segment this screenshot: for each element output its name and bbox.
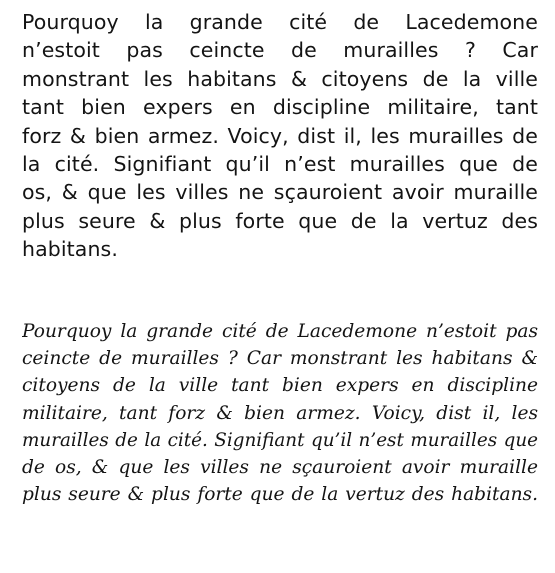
roman-line-3: monstrant les habitans & citoyens de la ville (22, 66, 538, 91)
roman-paragraph (22, 8, 538, 264)
roman-line-5: forz & bien armez. Voicy, dist il, les murailles de (22, 123, 538, 148)
italic-line-2: ceincte de murailles ? Car monstrant les habitans & (22, 347, 538, 369)
roman-line-4: tant bien expers en discipline militaire, tant (22, 95, 538, 120)
italic-line-1: Pourquoy la grande cité de Lacedemone n’estoit pas (22, 320, 538, 342)
roman-line-1: Pourquoy la grande cité de Lacedemone (22, 10, 538, 34)
roman-line-6: la cité. Signifiant qu’il n’est murailles que de (22, 152, 538, 177)
italic-line-6: de os, & que les villes ne sçauroient avoir muraille (22, 457, 538, 479)
italic-line-5: murailles de la cité. Signifiant qu’il n’est murailles que (22, 429, 538, 451)
document-body (22, 8, 538, 509)
italic-line-3: citoyens de la ville tant bien expers en discipline (22, 375, 538, 397)
roman-line-9: habitans. (22, 237, 118, 262)
italic-line-7: plus seure & plus forte que de la vertuz des habitans. (22, 484, 538, 506)
italic-paragraph (22, 318, 538, 509)
roman-line-7: os, & que les villes ne sçauroient avoir muraille (22, 180, 538, 205)
italic-line-4: militaire, tant forz & bien armez. Voicy, dist il, les (22, 402, 538, 424)
roman-line-2: n’estoit pas ceincte de murailles ? Car (22, 38, 538, 63)
roman-line-8: plus seure & plus forte que de la vertuz des (22, 208, 538, 233)
